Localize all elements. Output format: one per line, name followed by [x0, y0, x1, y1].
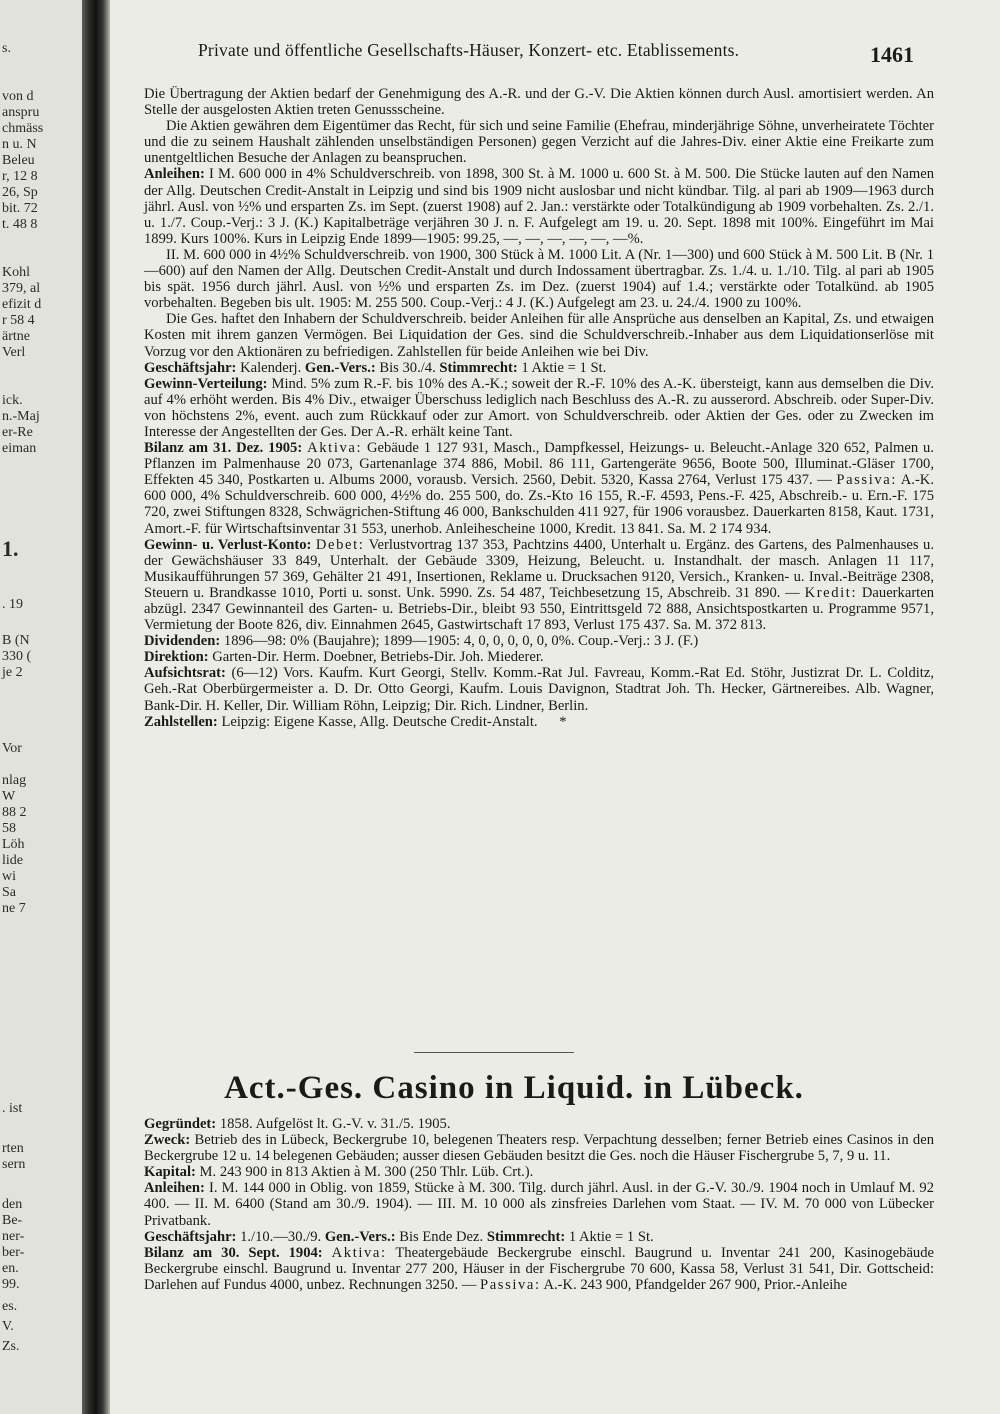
section-zahlstellen	[144, 714, 934, 730]
previous-page-text-fragment: Kohl	[2, 265, 30, 280]
stimmrecht-label: Stimmrecht:	[439, 359, 518, 376]
section-anleihen-2	[144, 1180, 934, 1228]
end-mark: *	[559, 713, 567, 730]
previous-page-text-fragment: ick.	[2, 393, 23, 408]
previous-page-text-fragment: je 2	[2, 665, 23, 680]
section-bilanz-2	[144, 1245, 934, 1293]
previous-page-text-fragment: n.-Maj	[2, 409, 40, 424]
gewinn-verteilung-text: Mind. 5% zum R.-F. bis 10% des A.-K.; soweit der R.-F. 10% des A.-K. übersteigt, kann aus demselben die Div. auf 4% erhöht werden. Bis 4% Div., etwaiger Überschuss lediglich nach Beschluss des A.-R. zu ausserord. Abschreib. oder Super-Div. von höchstens 2%, event. auch zum Rückkauf oder zur Amort. von Schuldverschreib. oder Aktien der Ges. oder zu Zwecken im Interesse der Angestellten der Ges. Der A.-R. erhält keine Tant.	[144, 375, 934, 440]
previous-page-text-fragment: s.	[2, 41, 11, 56]
zweck-text: Betrieb des in Lübeck, Beckergrube 10, belegenen Theaters resp. Verpachtung desselben; ferner Betrieb eines Casinos in den Beckergrube 12 u. 14 belegenen Gebäuden; ausser diesen Gebäuden besitzt die Ges. noch die Häuser Fischergrube 5, 7, 9 u. 11.	[144, 1132, 934, 1165]
previous-page-text-fragment: Löh	[2, 837, 25, 852]
previous-page-text-fragment: es.	[2, 1299, 18, 1314]
section-anleihen	[144, 166, 934, 246]
direktion-text: Garten-Dir. Herm. Doebner, Betriebs-Dir. Joh. Miederer.	[212, 649, 544, 666]
guv-kredit: Dauerkarten abzügl. 2347 Gewinnanteil des Garten- u. Betriebs-Dir., bleibt 93 550, Eintrittsgeld 72 888, Ansichtspostkarten u. Programme 9571, Vermietung der Boote 826, div. Einnahmen 2645, Gastwirtschaft 17 893, Verlust 175 437. Sa. M. 372 813.	[144, 584, 935, 634]
running-head: Private und öffentliche Gesellschafts-Häuser, Konzert- etc. Etablissements.	[198, 40, 740, 60]
genvers-label-2: Gen.-Vers.:	[324, 1228, 396, 1245]
gegruendet-label: Gegründet:	[144, 1116, 217, 1132]
previous-page-text-fragment: nlag	[2, 773, 27, 788]
previous-page-text-fragment: en.	[2, 1261, 19, 1276]
section-gewinn-verteilung	[144, 376, 934, 440]
dividenden-label: Dividenden:	[144, 633, 221, 650]
kredit-label: Kredit:	[804, 584, 858, 601]
previous-page-text-fragment: eiman	[2, 441, 37, 456]
previous-page-text-fragment: von d	[2, 89, 34, 104]
previous-page-text-fragment: B (N	[2, 633, 30, 648]
aufsichtsrat-text: (6—12) Vors. Kaufm. Kurt Georgi, Stellv. Komm.-Rat Jul. Favreau, Komm.-Rat Ed. Stöhr, Justizrat Dr. L. Colditz, Geh.-Rat Oberbürgermeister a. D. Dr. Otto Georgi, Kaufm. Louis Davignon, Stadtrat Joh. Th. Hecker, Gärtnereibes. Alb. Wagner, Bank-Dir. H. Keller, Dir. William Röhn, Leipzig; Dir. Rich. Lindner, Berlin.	[144, 665, 934, 714]
previous-page-text-fragment: sern	[2, 1157, 26, 1172]
gegruendet-text: 1858. Aufgelöst lt. G.-V. v. 31./5. 1905.	[219, 1116, 451, 1132]
book-binding-gutter	[82, 0, 110, 1414]
gewinn-verteilung-label: Gewinn-Verteilung:	[144, 375, 268, 392]
section-divider	[414, 1052, 574, 1053]
section-dividenden	[144, 633, 934, 649]
anleihen-text-2: I. M. 144 000 in Oblig. von 1859, Stücke à M. 300. Tilg. durch jährl. Ausl. in der G.-V. 30./9. 1904 noch in Umlauf M. 92 400. — II. M. 6400 (Stand am 30./9. 1904). — III. M. 10 000 als zinsfreies Darlehen vom Staat. — IV. M. 70 000 von Lübecker Privatbank.	[144, 1180, 934, 1229]
section-geschaeftsjahr-2	[144, 1229, 934, 1245]
kapital-label: Kapital:	[144, 1164, 196, 1181]
previous-page-text-fragment: r 58 4	[2, 313, 35, 328]
zweck-label: Zweck:	[144, 1132, 191, 1149]
previous-page-text-fragment: 88 2	[2, 805, 27, 820]
section-gegruendet	[144, 1116, 934, 1132]
genvers-text-2: Bis Ende Dez.	[399, 1228, 484, 1245]
page-number: 1461	[870, 42, 914, 67]
paragraph-transfer: Die Übertragung der Aktien bedarf der Genehmigung des A.-R. und der G.-V. Die Aktien können durch Ausl. amortisiert werden. An Stelle der ausgelosten Aktien treten Genussscheine.	[144, 86, 934, 119]
anleihe-ii: II. M. 600 000 in 4½% Schuldverschreib. von 1900, 300 Stück à M. 1000 Lit. A (Nr. 1—300) und 600 Stück à M. 500 Lit. B (Nr. 1—600) auf den Namen der Allg. Deutschen Credit-Anstalt und durch Indossament übertragbar. Zs. 1./4. u. 1./10. Tilg. al pari ab 1905 bis spät. 1956 durch jährl. Ausl. von ½% und ersparten Zs. im Dez. (zuerst 1904) auf 1.4.; verstärkte oder Totalkünd. ab 1905 vorbehalten. Begeben bis ult. 1905: M. 255 500. Coup.-Verj.: 4 J. (K.) Aufgelegt am 23. u. 24./4. 1900 zu 100%.	[144, 246, 934, 312]
previous-page-text-fragment: r, 12 8	[2, 169, 38, 184]
geschaeftsjahr-label: Geschäftsjahr:	[144, 359, 237, 376]
bilanz-label-2: Bilanz am 30. Sept. 1904:	[144, 1244, 323, 1261]
section-geschaeftsjahr	[144, 360, 934, 376]
geschaeftsjahr-text-2: 1./10.—30./9.	[240, 1228, 322, 1245]
passiva-label-2: Passiva:	[480, 1276, 541, 1293]
geschaeftsjahr-label-2: Geschäftsjahr:	[144, 1228, 237, 1245]
previous-page-text-fragment: ber-	[2, 1245, 25, 1260]
previous-page-text-fragment: 26, Sp	[2, 185, 38, 200]
kapital-text: M. 243 900 in 813 Aktien à M. 300 (250 Thlr. Lüb. Crt.).	[199, 1164, 534, 1181]
previous-page-text-fragment: ne 7	[2, 901, 26, 916]
debet-label: Debet:	[315, 536, 365, 553]
previous-page-text-fragment: . 19	[2, 597, 23, 612]
previous-page-text-fragment: Sa	[2, 885, 16, 900]
section-kapital	[144, 1164, 934, 1180]
anleihen-text: I M. 600 000 in 4% Schuldverschreib. von 1898, 300 St. à M. 1000 u. 600 St. à M. 500. Die Stücke lauten auf den Namen der Allg. Deutschen Credit-Anstalt in Leipzig und sind bis 1909 nicht auslosbar und nicht kündbar. Tilg. al pari ab 1909—1963 durch jährl. Ausl. von ½% und ersparten Zs. im Sept. (zuerst 1908) auf 2. Jan.: verstärkte oder Totalkündigung ab 1909 vorbehalten. Zs. 2./1. u. 1./7. Coup.-Verj.: 3 J. (K.) Kapitalbeträge verjähren 30 J. n. F. Aufgelegt am 19. u. 20. Sept. 1898 mit 100%. Eingeführt im Mai 1899. Kurs 100%. Kurs in Leipzig Ende 1899—1905: 99.25, —, —, —, —, —, —%.	[144, 166, 934, 247]
previous-page-text-fragment: er-Re	[2, 425, 33, 440]
previous-page-text-fragment: 58	[2, 821, 16, 836]
aktiva-label-2: Aktiva:	[331, 1244, 387, 1261]
guv-label: Gewinn- u. Verlust-Konto:	[144, 536, 312, 553]
passiva-label: Passiva:	[836, 472, 897, 489]
previous-page-text-fragment: 379, al	[2, 281, 41, 296]
zahlstellen-text: Leipzig: Eigene Kasse, Allg. Deutsche Credit-Anstalt.	[221, 713, 538, 730]
company-entry	[144, 1116, 934, 1293]
dividenden-text: 1896—98: 0% (Baujahre); 1899—1905: 4, 0, 0, 0, 0, 0, 0%. Coup.-Verj.: 3 J. (F.)	[223, 633, 699, 650]
paragraph-freikarte: Die Aktien gewähren dem Eigentümer das Recht, für sich und seine Familie (Ehefrau, minderjährige Söhne, unverheiratete Töchter und die zu seinem Haushalt zählenden unselbständigen Personen) gegen Verzicht auf die Jahres-Div. einer Aktie eine Freikarte zum unentgeltlichen Besuche der Anlagen zu beanspruchen.	[144, 118, 934, 167]
geschaeftsjahr-text: Kalenderj.	[240, 359, 302, 376]
bilanz-label: Bilanz am 31. Dez. 1905:	[144, 440, 303, 457]
previous-page-text-fragment: . ist	[2, 1101, 23, 1116]
section-aufsichtsrat	[144, 665, 934, 713]
previous-page-text-fragment: W	[2, 789, 16, 804]
previous-page-fragment	[0, 0, 82, 1414]
bilanz-passiva: A.-K. 600 000, 4% Schuldverschreib. 600 000, 4½% do. 255 500, do. Zs.-Kto 16 155, R.-F. 4593, Pens.-F. 425, Abschreib.- u. Ern.-F. 175 720, zwei Stiftungen 8328, Schwägrichen-Stiftung 46 000, Bankschulden 411 927, für 1906 vorausbez. Dauerkarten 8158, Kaut. 1731, Amort.-F. für Wirtschaftsinventar 31 553, unerhob. Anleihescheine 1000, Kredit. 13 841. Sa. M. 2 174 934.	[144, 472, 934, 537]
company-entry-continued	[144, 86, 934, 730]
genvers-text: Bis 30./4.	[379, 359, 436, 376]
aktiva-label: Aktiva:	[307, 440, 363, 457]
previous-page-text-fragment: rten	[2, 1141, 24, 1156]
previous-page-text-fragment: wi	[2, 869, 16, 884]
previous-page-text-fragment: Vor	[2, 741, 22, 756]
previous-page-text-fragment: 330 (	[2, 649, 32, 664]
previous-page-text-fragment: Be-	[2, 1213, 23, 1228]
previous-page-text-fragment: 99.	[2, 1277, 20, 1292]
stimmrecht-text-2: 1 Aktie = 1 St.	[568, 1228, 654, 1245]
section-direktion	[144, 649, 934, 665]
stimmrecht-label-2: Stimmrecht:	[486, 1228, 566, 1245]
bilanz-passiva-2: A.-K. 243 900, Pfandgelder 267 900, Prior.-Anleihe	[543, 1276, 848, 1293]
bilanz-aktiva-2: Theatergebäude Beckergrube einschl. Baugrund u. Inventar 241 200, Kasinogebäude Beckergrube einschl. Baugrund u. Inventar 277 200, Häuser in der Fischergrube 70 600, Kassa 58, Verlust 31 541, Dir. Gottscheid: Darlehen auf Fundus 4000, unbez. Rechnungen 3250. —	[144, 1244, 934, 1293]
bilanz-aktiva: Gebäude 1 127 931, Masch., Dampfkessel, Heizungs- u. Beleucht.-Anlage 320 652, Palmen u. Pflanzen im Palmenhause 20 073, Gartenanlage 374 886, Mobil. 86 111, Gartengeräte 9656, Boote 500, Illuminat.-Gläser 1700, Effekten 45 340, Postkarten u. Albums 2000, vorausb. Versich. 2560, Debit. 5320, Kassa 2764, Verlust 175 437. —	[144, 440, 934, 489]
direktion-label: Direktion:	[144, 649, 209, 666]
previous-page-text-fragment: Verl	[2, 345, 26, 360]
previous-page-text-fragment: den	[2, 1197, 23, 1212]
previous-page-text-fragment: V.	[2, 1319, 14, 1334]
previous-page-text-fragment: Beleu	[2, 153, 35, 168]
aufsichtsrat-label: Aufsichtsrat:	[144, 665, 226, 682]
section-zweck	[144, 1132, 934, 1164]
stimmrecht-text: 1 Aktie = 1 St.	[521, 359, 607, 376]
genvers-label: Gen.-Vers.:	[304, 359, 376, 376]
anleihen-label: Anleihen:	[144, 166, 205, 183]
previous-page-text-fragment: t. 48 8	[2, 217, 38, 232]
previous-page-text-fragment: lide	[2, 853, 23, 868]
section-gewinn-verlust	[144, 537, 934, 634]
previous-page-text-fragment: 1.	[2, 536, 19, 561]
previous-page-text-fragment: ner-	[2, 1229, 25, 1244]
previous-page-text-fragment: ärtne	[2, 329, 30, 344]
guv-debet: Verlustvortrag 137 353, Pachtzins 4400, Unterhalt u. Ergänz. des Gartens, des Palmenhauses u. der Gewächshäuser 33 849, Unterhalt. der Gebäude 3309, Heizung, Beleucht. u. Instandhalt. der masch. Anlagen 11 117, Musikaufführungen 57 369, Gehälter 21 491, Insertionen, Reklame u. Drucksachen 9120, Versich., Kranken- u. Inval.-Beiträge 2308, Steuern u. Brandkasse 1010, Porti u. sonst. Unk. 5990. Zs. 54 487, Teichbesetzung 15, Abschreib. 31 890. —	[144, 536, 934, 601]
zahlstellen-label: Zahlstellen:	[144, 713, 218, 730]
previous-page-text-fragment: efizit d	[2, 297, 42, 312]
previous-page-text-fragment: Zs.	[2, 1339, 20, 1354]
section-bilanz	[144, 440, 934, 537]
previous-page-text-fragment: chmäss	[2, 121, 44, 136]
company-title: Act.-Ges. Casino in Liquid. in Lübeck.	[224, 1070, 804, 1106]
previous-page-text-fragment: n u. N	[2, 137, 37, 152]
previous-page-text-fragment: anspru	[2, 105, 40, 120]
page-content	[114, 0, 934, 1414]
previous-page-text-fragment: bit. 72	[2, 201, 38, 216]
anleihen-label-2: Anleihen:	[144, 1180, 205, 1197]
paragraph-haftung: Die Ges. haftet den Inhabern der Schuldverschreib. beider Anleihen für alle Ansprüche aus denselben an Kapital, Zs. und etwaigen Kosten mit ihrem ganzen Vermögen. Bei Liquidation der Ges. sind die Schuldverschreib.-Inhaber aus dem Liquidationserlöse mit Vorzug vor den Aktionären zu befriedigen. Zahlstellen für beide Anleihen wie bei Div.	[144, 311, 934, 360]
